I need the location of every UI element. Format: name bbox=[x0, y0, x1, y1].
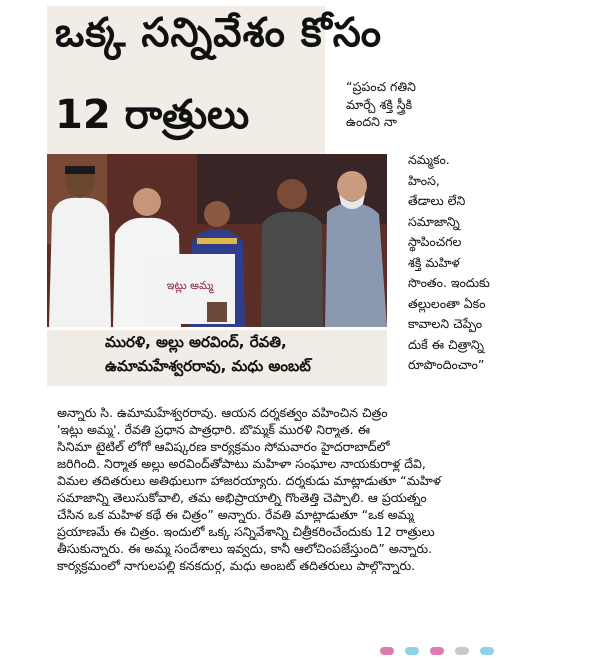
quote-line: “ప్రపంచ గతిని bbox=[346, 79, 416, 94]
body-line: జరిగింది. నిర్మాత అల్లు అరవింద్‌తోపాటు మహిళా సంఘాల నాయకురాళ్ల దేవి, bbox=[57, 456, 426, 471]
caption-line-1: మురళి, అల్లు అరవింద్, రేవతి, bbox=[105, 333, 287, 351]
body-line: చేసిన ఒక మహిళ కథే ఈ చిత్రం” అన్నారు. రేవతి మాట్లాడుతూ “ఒక అమ్మ bbox=[57, 507, 414, 522]
caption-line-2: ఉమామహేశ్వరరావు, మధు అంబట్ bbox=[105, 357, 311, 375]
body-line: ప్రయాణమే ఈ చిత్రం. ఇందులో ఒక్క సన్నివేశాన్ని చిత్రీకరించేందుకు 12 రాత్రులు bbox=[57, 524, 435, 539]
event-photo bbox=[47, 154, 387, 327]
quote-line: సొంతం. ఇందుకు bbox=[408, 275, 490, 290]
footer-dot bbox=[430, 647, 444, 655]
pull-quote-side bbox=[408, 150, 490, 376]
quote-line: శక్తి మహిళ bbox=[408, 254, 460, 270]
footer-dot bbox=[480, 647, 494, 655]
quote-line: స్థాపించగల bbox=[408, 234, 462, 249]
footer-dot bbox=[380, 647, 394, 655]
quote-line: నమ్మకం. bbox=[408, 152, 450, 167]
headline-line-2: 12 రాత్రులు bbox=[55, 92, 250, 138]
quote-line: సమాజాన్ని bbox=[408, 213, 460, 229]
quote-line: దుకే ఈ చిత్రాన్ని bbox=[408, 336, 484, 352]
photo-caption bbox=[47, 330, 387, 386]
title-poster bbox=[145, 254, 235, 324]
quote-line: హింస, bbox=[408, 172, 440, 188]
quote-line: రూపొందించాం” bbox=[408, 357, 485, 372]
body-line: సమాజాన్ని తెలుసుకోవాలి, తమ అభిప్రాయాల్ని గొంతెత్తి చెప్పాలి. ఆ ప్రయత్నం bbox=[57, 490, 427, 505]
quote-line: తల్లులంతా ఏకం bbox=[408, 295, 486, 311]
body-line: అన్నారు సి. ఉమామహేశ్వరరావు. ఆయన దర్శకత్వం వహించిన చిత్రం bbox=[57, 405, 388, 420]
headline-line-1: ఒక్క సన్నివేశం కోసం bbox=[55, 10, 383, 56]
poster-title: ఇట్లు అమ్మ bbox=[166, 279, 214, 292]
body-line: సినిమా టైటిల్ లోగో ఆవిష్కరణ కార్యక్రమం సోమవారం హైదరాబాద్‌లో bbox=[57, 439, 390, 454]
quote-line: కావాలని చెప్పేం bbox=[408, 316, 483, 331]
body-line: తీసుకున్నారు. ఈ అమ్మ సందేశాలు ఇవ్వదు, కానీ ఆలోచింపజేస్తుంది” అన్నారు. bbox=[57, 541, 433, 556]
body-line: 'ఇట్లు అమ్మ'. రేవతి ప్రధాన పాత్రధారి. బొమ్మక్ మురళి నిర్మాత. ఈ bbox=[57, 422, 370, 437]
body-line: కార్యక్రమంలో నాగులపల్లి కనకదుర్గ, మధు అంబట్ తదితరులు పాల్గొన్నారు. bbox=[57, 558, 416, 573]
quote-line: మార్చే శక్తి స్త్రీకి bbox=[346, 96, 413, 112]
body-line: విమల తదితరులు అతిథులుగా హాజరయ్యారు. దర్శకుడు మాట్లాడుతూ “మహిళ bbox=[57, 473, 441, 488]
quote-line: ఉందని నా bbox=[346, 114, 397, 129]
article-body bbox=[57, 404, 587, 574]
footer-dot bbox=[455, 647, 469, 655]
footer-dot bbox=[405, 647, 419, 655]
quote-line: తేడాలు లేని bbox=[408, 193, 466, 208]
pull-quote-top bbox=[346, 78, 416, 131]
